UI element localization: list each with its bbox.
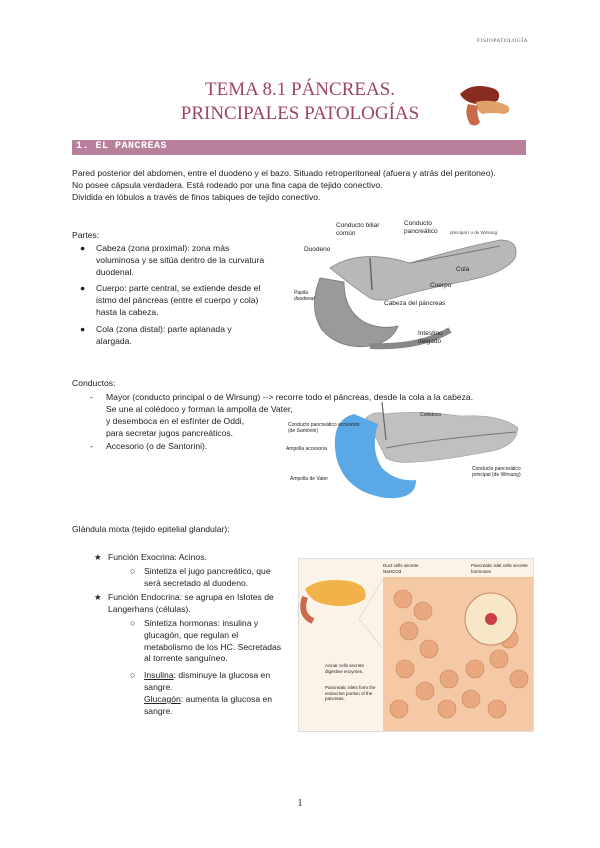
conducto-mayor: Mayor (conducto principal o de Wirsung) --> recorre todo el páncreas, desde la cola a la cabeza. [106, 392, 474, 402]
circle-bullet: ○ [130, 566, 136, 576]
partes-heading: Partes: [72, 230, 100, 240]
label-coledoco: Colédoco [420, 412, 442, 418]
label-conducto-accesorio: Conducto pancreático accesorio (de Santorini) [288, 422, 360, 434]
intro-paragraph [72, 168, 532, 203]
glucagon-label: Glucagón [144, 694, 181, 704]
star-bullet: ★ [94, 552, 102, 562]
label-ampolla-accesoria: Ampolla accesoria [286, 446, 327, 452]
page-number: 1 [297, 798, 303, 809]
glucagon-text [144, 694, 284, 718]
glandula-heading: Glándula mixta (tejido epitelial glandular): [72, 524, 230, 534]
label-acinar: Acinar cells secrete digestive enzymes. [325, 663, 381, 674]
conducto-mayor-l3: y desemboca en el esfínter de Oddi, [106, 416, 245, 426]
dash: - [90, 441, 93, 451]
pancreas-anatomy-figure [294, 218, 532, 360]
star-bullet: ★ [94, 592, 102, 602]
circle-bullet: ○ [130, 670, 136, 680]
label-intestino: Intestino delgado [418, 330, 443, 345]
label-conducto-principal: Conducto pancreático principal (de Wirsung) [472, 466, 521, 478]
label-conducto-biliar: Conducto biliar común [336, 222, 380, 237]
label-duct-cells: Duct cells secrete NaHCO3 [383, 563, 419, 574]
label-conducto-extra: principal / o de Wirsung [450, 230, 498, 235]
partes-list [76, 243, 266, 352]
title-line-2: PRINCIPALES PATOLOGÍAS [180, 103, 420, 124]
label-papila: Papila duodenal [294, 290, 315, 302]
histology-figure [298, 558, 534, 732]
conducto-accesorio: Accesorio (o de Santorini). [106, 441, 208, 451]
label-cola: Cola [456, 266, 470, 273]
label-cabeza: Cabeza del páncreas [384, 300, 446, 307]
label-duodeno: Duodeno [304, 246, 331, 253]
glucagon-desc: : aumenta la glucosa en sangre. [144, 694, 273, 716]
circle-bullet: ○ [130, 618, 136, 628]
label-conducto-pancreatico: Conducto pancreático [404, 220, 438, 235]
ducts-figure [286, 400, 536, 504]
exocrina-sub: Sintetiza el jugo pancreático, que será secretado al duodeno. [144, 566, 271, 588]
section-header-pancreas [72, 140, 526, 155]
insulina-label: Insulina [144, 670, 174, 680]
funcion-endocrina: Función Endocrina: se agrupa en Islotes de Langerhans (células). [108, 592, 274, 614]
insulina-desc: : disminuye la glucosa en sangre. [144, 670, 271, 692]
list-item: ● Cuerpo: parte central, se extiende desde el istmo del páncreas (entre el cuerpo y cola) hasta la cabeza. [80, 283, 261, 317]
conducto-mayor-l4: para secretar jugos pancreáticos. [106, 428, 234, 438]
pancreas-icon [452, 80, 516, 130]
dash: - [90, 392, 93, 402]
label-islet: Pancreatic islet cells secrete hormones [471, 563, 528, 574]
list-item: ● Cabeza (zona proximal): zona más voluminosa y se sitúa dentro de la curvatura duodenal. [80, 243, 265, 277]
intro-line: Pared posterior del abdomen, entre el duodeno y el bazo. Situado retroperitoneal (afuera y atrás del peritoneo). [72, 168, 496, 178]
section-label: 1. EL PANCREAS [76, 141, 168, 152]
intro-line: No posee cápsula verdadera. Está rodeado por una fina capa de tejido conectivo. [72, 179, 383, 190]
funcion-exocrina: Función Exocrina: Acinos. [108, 552, 207, 562]
header-tag: FISIOPATOLOGÍA [476, 38, 528, 44]
label-cuerpo: Cuerpo [430, 282, 452, 289]
endocrina-sub: Sintetiza hormonas: insulina y glucagón, que regulan el metabolismo de los HC. Secretadas al torrente sanguíneo. [144, 618, 282, 664]
insulina-text [144, 670, 284, 694]
label-ampolla-vater: Ampolla de Vater [290, 476, 328, 482]
conducto-mayor-l2: Se une al colédoco y forman la ampolla de Vater, [106, 404, 293, 414]
conductos-heading: Conductos: [72, 378, 116, 388]
list-item: ● Cola (zona distal): parte aplanada y alargada. [80, 323, 232, 346]
title-line-1: TEMA 8.1 PÁNCREAS. [204, 79, 396, 100]
intro-line: Dividida en lóbulos a través de finos tabiques de tejido conectivo. [72, 191, 321, 202]
label-islets-form: Pancreatic islets form the endocrine portion of the pancreas. [325, 685, 381, 702]
